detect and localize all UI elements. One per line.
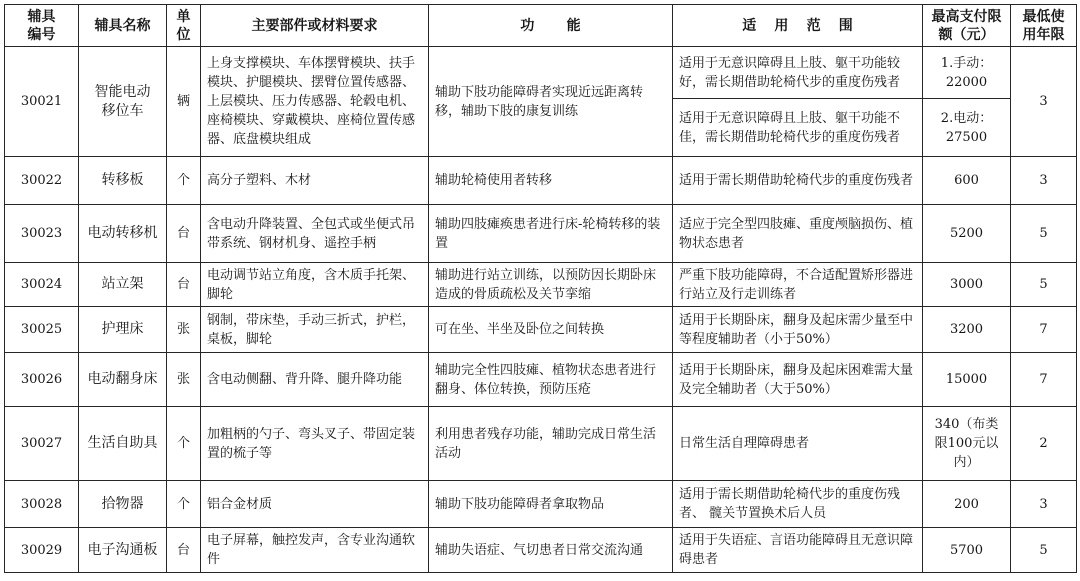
cell-function: 辅助失语症、气切患者日常交流沟通 xyxy=(429,528,673,573)
header-row xyxy=(5,5,1077,47)
cell-years: 3 xyxy=(1011,481,1077,528)
cell-function: 辅助完全性四肢瘫、植物状态患者进行翻身、体位转换，预防压疮 xyxy=(429,353,673,407)
cell-name: 站立架 xyxy=(79,263,167,307)
header-limit-label: 最高支付限额（元） xyxy=(931,8,1002,43)
cell-limit: 5700 xyxy=(923,528,1011,573)
cell-unit: 台 xyxy=(167,528,201,573)
cell-years: 3 xyxy=(1011,157,1077,205)
header-name xyxy=(79,5,167,47)
cell-scope: 严重下肢功能障碍，不合适配置矫形器进行站立及行走训练者 xyxy=(673,263,923,307)
cell-unit: 个 xyxy=(167,481,201,528)
cell-unit: 个 xyxy=(167,157,201,205)
cell-scope: 适用于失语症、言语功能障碍且无意识障碍患者 xyxy=(673,528,923,573)
cell-limit: 15000 xyxy=(923,353,1011,407)
cell-function: 辅助下肢功能障碍者实现近远距离转移，辅助下肢的康复训练 xyxy=(429,47,673,157)
header-scope xyxy=(673,5,923,47)
table-row xyxy=(5,528,1077,573)
cell-name: 生活自助具 xyxy=(79,407,167,481)
table-row xyxy=(5,263,1077,307)
header-function-label: 功能 xyxy=(520,17,613,34)
cell-scope: 适用于长期卧床，翻身及起床困难需大量及完全辅助者（大于50%） xyxy=(673,353,923,407)
table-row xyxy=(5,481,1077,528)
header-unit xyxy=(167,5,201,47)
header-code-label: 辅具编号 xyxy=(27,8,56,43)
cell-parts: 含电动侧翻、背升降、腿升降功能 xyxy=(201,353,429,407)
cell-scope: 日常生活自理障碍患者 xyxy=(673,407,923,481)
table-row xyxy=(5,307,1077,353)
header-scope-label: 适用范围 xyxy=(742,17,871,34)
cell-scope: 适用于无意识障碍且上肢、躯干功能不佳，需长期借助轮椅代步的重度伤残者 xyxy=(673,99,923,157)
cell-parts: 铝合金材质 xyxy=(201,481,429,528)
cell-years: 7 xyxy=(1011,353,1077,407)
table-row xyxy=(5,47,1077,99)
cell-name: 护理床 xyxy=(79,307,167,353)
cell-code: 30029 xyxy=(5,528,79,573)
cell-name: 转移板 xyxy=(79,157,167,205)
cell-unit: 台 xyxy=(167,263,201,307)
cell-unit: 个 xyxy=(167,407,201,481)
cell-function: 辅助进行站立训练，以预防因长期卧床造成的骨质疏松及关节挛缩 xyxy=(429,263,673,307)
cell-name: 拾物器 xyxy=(79,481,167,528)
cell-years: 5 xyxy=(1011,263,1077,307)
cell-function: 辅助轮椅使用者转移 xyxy=(429,157,673,205)
cell-unit: 张 xyxy=(167,307,201,353)
table-row xyxy=(5,407,1077,481)
cell-code: 30024 xyxy=(5,263,79,307)
cell-code: 30027 xyxy=(5,407,79,481)
header-limit xyxy=(923,5,1011,47)
cell-parts: 上身支撑模块、车体摆臂模块、扶手模块、护腿模块、摆臂位置传感器、上层模块、压力传感器、轮毂电机、座椅模块、穿戴模块、座椅位置传感器、底盘模块组成 xyxy=(201,47,429,157)
cell-years: 5 xyxy=(1011,205,1077,263)
cell-scope: 适用于需长期借助轮椅代步的重度伤残者、 髋关节置换术后人员 xyxy=(673,481,923,528)
cell-code: 30022 xyxy=(5,157,79,205)
limit-label: 2.电动： xyxy=(940,110,993,126)
cell-limit: 200 xyxy=(923,481,1011,528)
cell-code: 30025 xyxy=(5,307,79,353)
cell-parts: 电子屏幕，触控发声，含专业沟通软件 xyxy=(201,528,429,573)
header-name-label: 辅具名称 xyxy=(94,17,151,34)
cell-parts: 高分子塑料、木材 xyxy=(201,157,429,205)
cell-code: 30021 xyxy=(5,47,79,157)
header-function xyxy=(429,5,673,47)
table-row xyxy=(5,353,1077,407)
cell-scope: 适用于无意识障碍且上肢、躯干功能较好，需长期借助轮椅代步的重度伤残者 xyxy=(673,47,923,99)
header-years-label: 最低使用年限 xyxy=(1022,8,1065,43)
cell-scope: 适用于需长期借助轮椅代步的重度伤残者 xyxy=(673,157,923,205)
cell-unit: 台 xyxy=(167,205,201,263)
header-code xyxy=(5,5,79,47)
cell-code: 30026 xyxy=(5,353,79,407)
cell-limit: 600 xyxy=(923,157,1011,205)
cell-limit: 3000 xyxy=(923,263,1011,307)
header-unit-label: 单位 xyxy=(176,8,191,43)
cell-function: 可在坐、半坐及卧位之间转换 xyxy=(429,307,673,353)
cell-years: 2 xyxy=(1011,407,1077,481)
header-parts xyxy=(201,5,429,47)
cell-limit: 3200 xyxy=(923,307,1011,353)
cell-name xyxy=(79,47,167,157)
cell-parts: 电动调节站立角度，含木质手托架、脚轮 xyxy=(201,263,429,307)
cell-parts: 加粗柄的勺子、弯头叉子、带固定装置的梳子等 xyxy=(201,407,429,481)
cell-limit xyxy=(923,99,1011,157)
cell-years: 5 xyxy=(1011,528,1077,573)
cell-name-text: 智能电动移位车 xyxy=(94,83,151,119)
cell-parts: 钢制，带床垫，手动三折式，护栏，桌板，脚轮 xyxy=(201,307,429,353)
cell-scope: 适用于长期卧床，翻身及起床需少量至中等程度辅助者（小于50%） xyxy=(673,307,923,353)
header-parts-label: 主要部件或材料要求 xyxy=(251,17,378,34)
cell-function: 辅助四肢瘫痪患者进行床-轮椅转移的装置 xyxy=(429,205,673,263)
assistive-device-table xyxy=(4,4,1077,573)
table-row xyxy=(5,157,1077,205)
cell-years: 7 xyxy=(1011,307,1077,353)
limit-value: 27500 xyxy=(945,129,988,145)
cell-code: 30023 xyxy=(5,205,79,263)
cell-limit xyxy=(923,47,1011,99)
table-row xyxy=(5,205,1077,263)
cell-scope: 适应于完全型四肢瘫、重度颅脑损伤、植物状态患者 xyxy=(673,205,923,263)
limit-label: 1.手动： xyxy=(940,55,993,71)
cell-name: 电动转移机 xyxy=(79,205,167,263)
cell-function: 利用患者残存功能，辅助完成日常生活活动 xyxy=(429,407,673,481)
cell-limit: 5200 xyxy=(923,205,1011,263)
header-years xyxy=(1011,5,1077,47)
cell-parts: 含电动升降装置、全包式或坐便式吊带系统、钢材机身、遥控手柄 xyxy=(201,205,429,263)
limit-value: 22000 xyxy=(945,74,988,90)
cell-unit: 辆 xyxy=(167,47,201,157)
cell-code: 30028 xyxy=(5,481,79,528)
cell-years: 3 xyxy=(1011,47,1077,157)
cell-function: 辅助下肢功能障碍者拿取物品 xyxy=(429,481,673,528)
cell-name: 电动翻身床 xyxy=(79,353,167,407)
cell-unit: 张 xyxy=(167,353,201,407)
cell-name: 电子沟通板 xyxy=(79,528,167,573)
cell-limit: 340（布类限100元以内） xyxy=(923,407,1011,481)
